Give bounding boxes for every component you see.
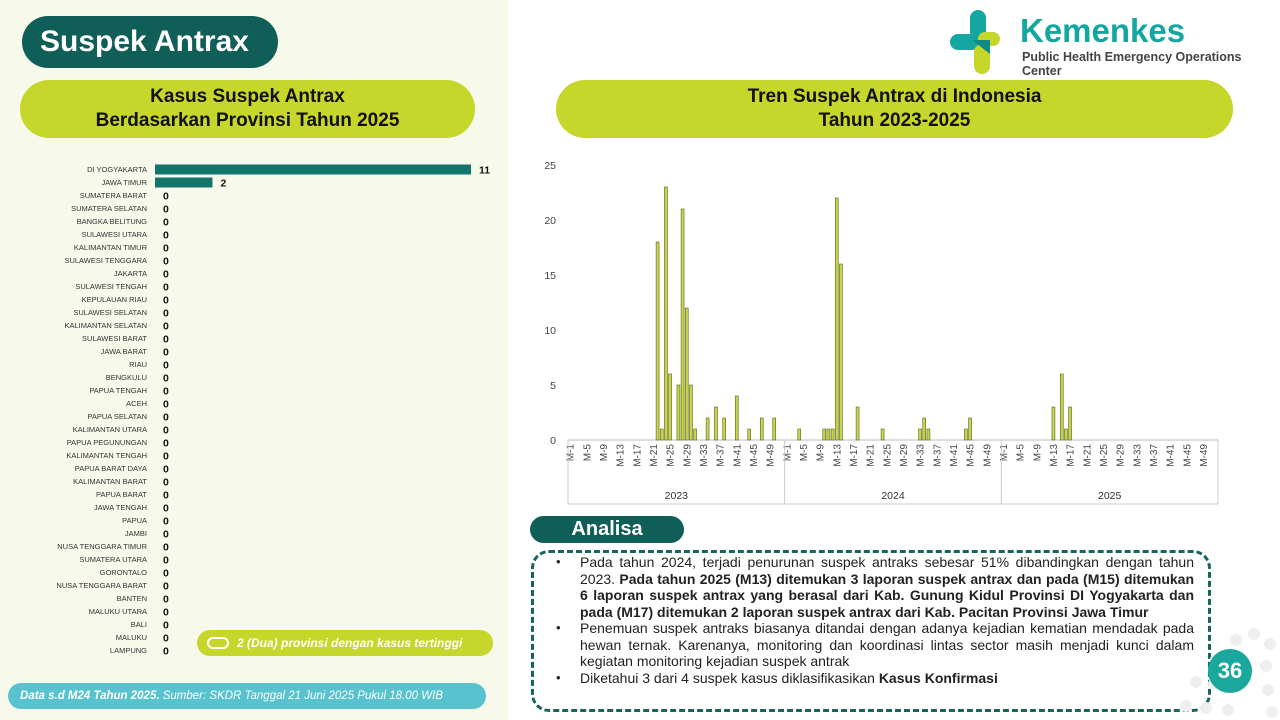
province-value-label: 0 <box>163 216 169 229</box>
province-label: LAMPUNG <box>109 646 147 655</box>
province-value-label: 0 <box>163 385 169 398</box>
province-bar-chart <box>20 160 500 660</box>
province-chart-title-line1: Kasus Suspek Antrax <box>150 86 345 107</box>
trend-bar-chart <box>530 150 1230 510</box>
week-bar <box>1069 407 1072 440</box>
y-tick-label: 10 <box>544 325 556 337</box>
province-label: KEPULAUAN RIAU <box>81 295 147 304</box>
x-tick-label: M-29 <box>682 444 694 467</box>
province-value-label: 0 <box>163 437 169 450</box>
province-value-label: 0 <box>163 281 169 294</box>
province-label: BANGKA BELITUNG <box>76 217 147 226</box>
week-bar <box>735 396 738 440</box>
x-tick-label: M-9 <box>815 444 827 462</box>
province-value-label: 0 <box>163 294 169 307</box>
week-bar <box>669 374 672 440</box>
province-value-label: 0 <box>163 645 169 658</box>
week-bar <box>964 429 967 440</box>
x-tick-label: M-45 <box>1182 444 1194 467</box>
province-value-label: 2 <box>220 177 227 190</box>
week-bar <box>1064 429 1067 440</box>
province-label: SULAWESI TENGGARA <box>64 256 147 265</box>
x-tick-label: M-25 <box>882 444 894 467</box>
x-tick-label: M-17 <box>848 444 860 467</box>
footnote-source: Sumber: SKDR Tanggal 21 Juni 2025 Pukul 18.00 WIB <box>159 690 443 702</box>
province-label: PAPUA BARAT <box>96 490 147 499</box>
province-label: RIAU <box>129 360 147 369</box>
x-tick-label: M-45 <box>748 444 760 467</box>
week-bar <box>681 209 684 440</box>
province-value-label: 0 <box>163 502 169 515</box>
logo-name: Kemenkes <box>1020 12 1186 49</box>
analisa-item-3-text: Diketahui 3 dari 4 suspek kasus diklasifikasikan <box>580 669 879 686</box>
province-value-label: 0 <box>163 606 169 619</box>
province-value-label: 0 <box>163 619 169 632</box>
province-label: SUMATERA UTARA <box>79 555 147 564</box>
page-title: Suspek Antrax <box>22 16 278 68</box>
x-tick-label: M-21 <box>648 444 660 467</box>
province-label: NUSA TENGGARA BARAT <box>56 581 147 590</box>
page-number: 36 <box>1208 649 1252 693</box>
x-tick-label: M-17 <box>1065 444 1077 467</box>
province-value-label: 0 <box>163 463 169 476</box>
analisa-item-3 <box>556 670 1194 687</box>
province-label: KALIMANTAN UTARA <box>72 425 147 434</box>
x-tick-label: M-9 <box>598 444 610 462</box>
province-value-label: 0 <box>163 359 169 372</box>
province-label: PAPUA PEGUNUNGAN <box>66 438 147 447</box>
data-footnote <box>8 683 486 709</box>
x-tick-label: M-37 <box>715 444 727 467</box>
analisa-label: Analisa <box>530 516 684 543</box>
analisa-item-1-bold: Pada tahun 2025 (M13) ditemukan 3 laporan suspek antrax dan pada (M15) ditemukan 6 laporan suspek antrax yang berasal dari Kab. Gunung Kidul Provinsi DI Yogyakarta dan pada (M17) ditemukan 2 laporan suspek antrax dari Kab. Pacitan Provinsi Jawa Timur <box>580 570 1194 620</box>
trend-chart-title-line2: Tahun 2023-2025 <box>818 110 971 131</box>
week-bar <box>923 418 926 440</box>
province-value-label: 0 <box>163 567 169 580</box>
province-label: SULAWESI TENGAH <box>75 282 147 291</box>
year-group-label: 2024 <box>881 490 905 502</box>
x-tick-label: M-33 <box>915 444 927 467</box>
week-bar <box>827 429 830 440</box>
y-tick-label: 15 <box>544 270 556 282</box>
province-label: JAMBI <box>124 529 147 538</box>
week-bar <box>685 308 688 440</box>
province-value-label: 0 <box>163 320 169 333</box>
province-bar <box>155 165 471 175</box>
x-tick-label: M-1 <box>565 444 577 462</box>
week-bar <box>927 429 930 440</box>
x-tick-label: M-45 <box>965 444 977 467</box>
province-value-label: 0 <box>163 632 169 645</box>
province-value-label: 0 <box>163 554 169 567</box>
province-label: MALUKU UTARA <box>88 607 147 616</box>
week-bar <box>1060 374 1063 440</box>
province-value-label: 0 <box>163 528 169 541</box>
province-value-label: 0 <box>163 346 169 359</box>
province-value-label: 0 <box>163 229 169 242</box>
province-chart-header <box>20 80 475 138</box>
province-value-label: 0 <box>163 580 169 593</box>
week-bar <box>760 418 763 440</box>
week-bar <box>664 187 667 440</box>
province-value-label: 11 <box>479 164 491 177</box>
analisa-item-2-text: Penemuan suspek antraks biasanya ditandai dengan adanya kejadian kematian mendadak pada hewan ternak. Karenanya, monitoring dan koordinasi lintas sector masih menjadi kunci dalam kegiatan monitoring kejadian suspek antrak <box>580 620 1194 669</box>
province-value-label: 0 <box>163 398 169 411</box>
province-label: DI YOGYAKARTA <box>87 165 147 174</box>
province-label: ACEH <box>126 399 147 408</box>
x-tick-label: M-1 <box>998 444 1010 462</box>
province-label: MALUKU <box>115 633 147 642</box>
province-label: JAWA TIMUR <box>101 178 147 187</box>
y-tick-label: 0 <box>550 435 556 447</box>
province-value-label: 0 <box>163 411 169 424</box>
week-bar <box>839 264 842 440</box>
province-label: JAWA TENGAH <box>93 503 147 512</box>
x-tick-label: M-33 <box>698 444 710 467</box>
analisa-item-3-bold: Kasus Konfirmasi <box>878 669 998 686</box>
year-group-label: 2025 <box>1097 490 1122 502</box>
x-tick-label: M-37 <box>932 444 944 467</box>
week-bar <box>656 242 659 440</box>
week-bar <box>823 429 826 440</box>
province-bar <box>155 178 212 188</box>
week-bar <box>969 418 972 440</box>
x-tick-label: M-5 <box>582 444 594 462</box>
week-bar <box>660 429 663 440</box>
week-bar <box>689 385 692 440</box>
week-bar <box>831 429 834 440</box>
kemenkes-logo-icon <box>950 10 1014 76</box>
week-bar <box>919 429 922 440</box>
y-tick-label: 5 <box>550 380 556 392</box>
x-tick-label: M-5 <box>798 444 810 462</box>
province-value-label: 0 <box>163 489 169 502</box>
province-label: SULAWESI UTARA <box>81 230 147 239</box>
province-value-label: 0 <box>163 268 169 281</box>
province-label: KALIMANTAN BARAT <box>73 477 147 486</box>
kemenkes-logo <box>950 10 1270 76</box>
x-tick-label: M-49 <box>1198 444 1210 467</box>
province-label: BANTEN <box>116 594 147 603</box>
x-tick-label: M-1 <box>782 444 794 462</box>
province-label: KALIMANTAN SELATAN <box>64 321 147 330</box>
x-tick-label: M-13 <box>832 444 844 467</box>
province-label: GORONTALO <box>99 568 147 577</box>
week-bar <box>798 429 801 440</box>
week-bar <box>773 418 776 440</box>
week-bar <box>881 429 884 440</box>
province-value-label: 0 <box>163 190 169 203</box>
province-label: SUMATERA BARAT <box>79 191 147 200</box>
province-label: PAPUA TENGAH <box>89 386 147 395</box>
logo-subtitle: Public Health Emergency Operations Center <box>1022 50 1242 78</box>
province-value-label: 0 <box>163 307 169 320</box>
x-tick-label: M-9 <box>1032 444 1044 462</box>
x-tick-label: M-37 <box>1148 444 1160 467</box>
x-tick-label: M-21 <box>1082 444 1094 467</box>
province-value-label: 0 <box>163 424 169 437</box>
x-tick-label: M-29 <box>1115 444 1127 467</box>
trend-chart-title-line1: Tren Suspek Antrax di Indonesia <box>747 86 1042 107</box>
y-tick-label: 25 <box>544 160 556 172</box>
province-value-label: 0 <box>163 515 169 528</box>
province-value-label: 0 <box>163 593 169 606</box>
province-label: JAKARTA <box>113 269 147 278</box>
province-label: BALI <box>130 620 147 629</box>
week-bar <box>835 198 838 440</box>
trend-chart-header <box>556 80 1233 138</box>
province-value-label: 0 <box>163 541 169 554</box>
province-chart-title-line2: Berdasarkan Provinsi Tahun 2025 <box>95 110 400 131</box>
legend-text: 2 (Dua) provinsi dengan kasus tertinggi <box>237 636 463 650</box>
week-bar <box>677 385 680 440</box>
week-bar <box>714 407 717 440</box>
week-bar <box>748 429 751 440</box>
province-value-label: 0 <box>163 242 169 255</box>
x-tick-label: M-33 <box>1132 444 1144 467</box>
province-value-label: 0 <box>163 476 169 489</box>
week-bar <box>856 407 859 440</box>
week-bar <box>723 418 726 440</box>
province-value-label: 0 <box>163 333 169 346</box>
x-tick-label: M-41 <box>948 444 960 467</box>
chart-legend <box>197 630 493 656</box>
x-tick-label: M-17 <box>632 444 644 467</box>
province-value-label: 0 <box>163 255 169 268</box>
province-label: SULAWESI SELATAN <box>73 308 147 317</box>
province-label: PAPUA BARAT DAYA <box>74 464 147 473</box>
province-label: PAPUA SELATAN <box>87 412 147 421</box>
province-label: KALIMANTAN TENGAH <box>66 451 147 460</box>
x-tick-label: M-25 <box>1098 444 1110 467</box>
week-bar <box>1052 407 1055 440</box>
x-tick-label: M-13 <box>1048 444 1060 467</box>
y-tick-label: 20 <box>544 215 556 227</box>
analisa-list <box>556 554 1194 686</box>
province-label: BENGKULU <box>105 373 147 382</box>
footnote-bold: Data s.d M24 Tahun 2025. <box>20 690 160 702</box>
analisa-box <box>531 550 1211 712</box>
province-value-label: 0 <box>163 372 169 385</box>
province-label: JAWA BARAT <box>100 347 147 356</box>
province-label: KALIMANTAN TIMUR <box>73 243 147 252</box>
legend-marker-icon <box>207 637 229 649</box>
x-tick-label: M-21 <box>865 444 877 467</box>
week-bar <box>694 429 697 440</box>
analisa-item-1-text: Pada tahun 2024, terjadi penurunan suspek antraks sebesar 51% dibandingkan dengan tahun 2023. <box>580 554 1194 587</box>
province-value-label: 0 <box>163 450 169 463</box>
analisa-item-1 <box>556 554 1194 620</box>
year-group-label: 2023 <box>664 490 689 502</box>
province-label: SULAWESI BARAT <box>81 334 147 343</box>
x-tick-label: M-13 <box>615 444 627 467</box>
province-label: NUSA TENGGARA TIMUR <box>57 542 147 551</box>
x-tick-label: M-41 <box>1165 444 1177 467</box>
x-tick-label: M-49 <box>982 444 994 467</box>
week-bar <box>706 418 709 440</box>
province-label: PAPUA <box>122 516 147 525</box>
province-value-label: 0 <box>163 203 169 216</box>
analisa-item-2 <box>556 620 1194 670</box>
x-tick-label: M-29 <box>898 444 910 467</box>
x-tick-label: M-25 <box>665 444 677 467</box>
x-tick-label: M-49 <box>765 444 777 467</box>
x-tick-label: M-5 <box>1015 444 1027 462</box>
province-label: SUMATERA SELATAN <box>71 204 147 213</box>
x-tick-label: M-41 <box>732 444 744 467</box>
